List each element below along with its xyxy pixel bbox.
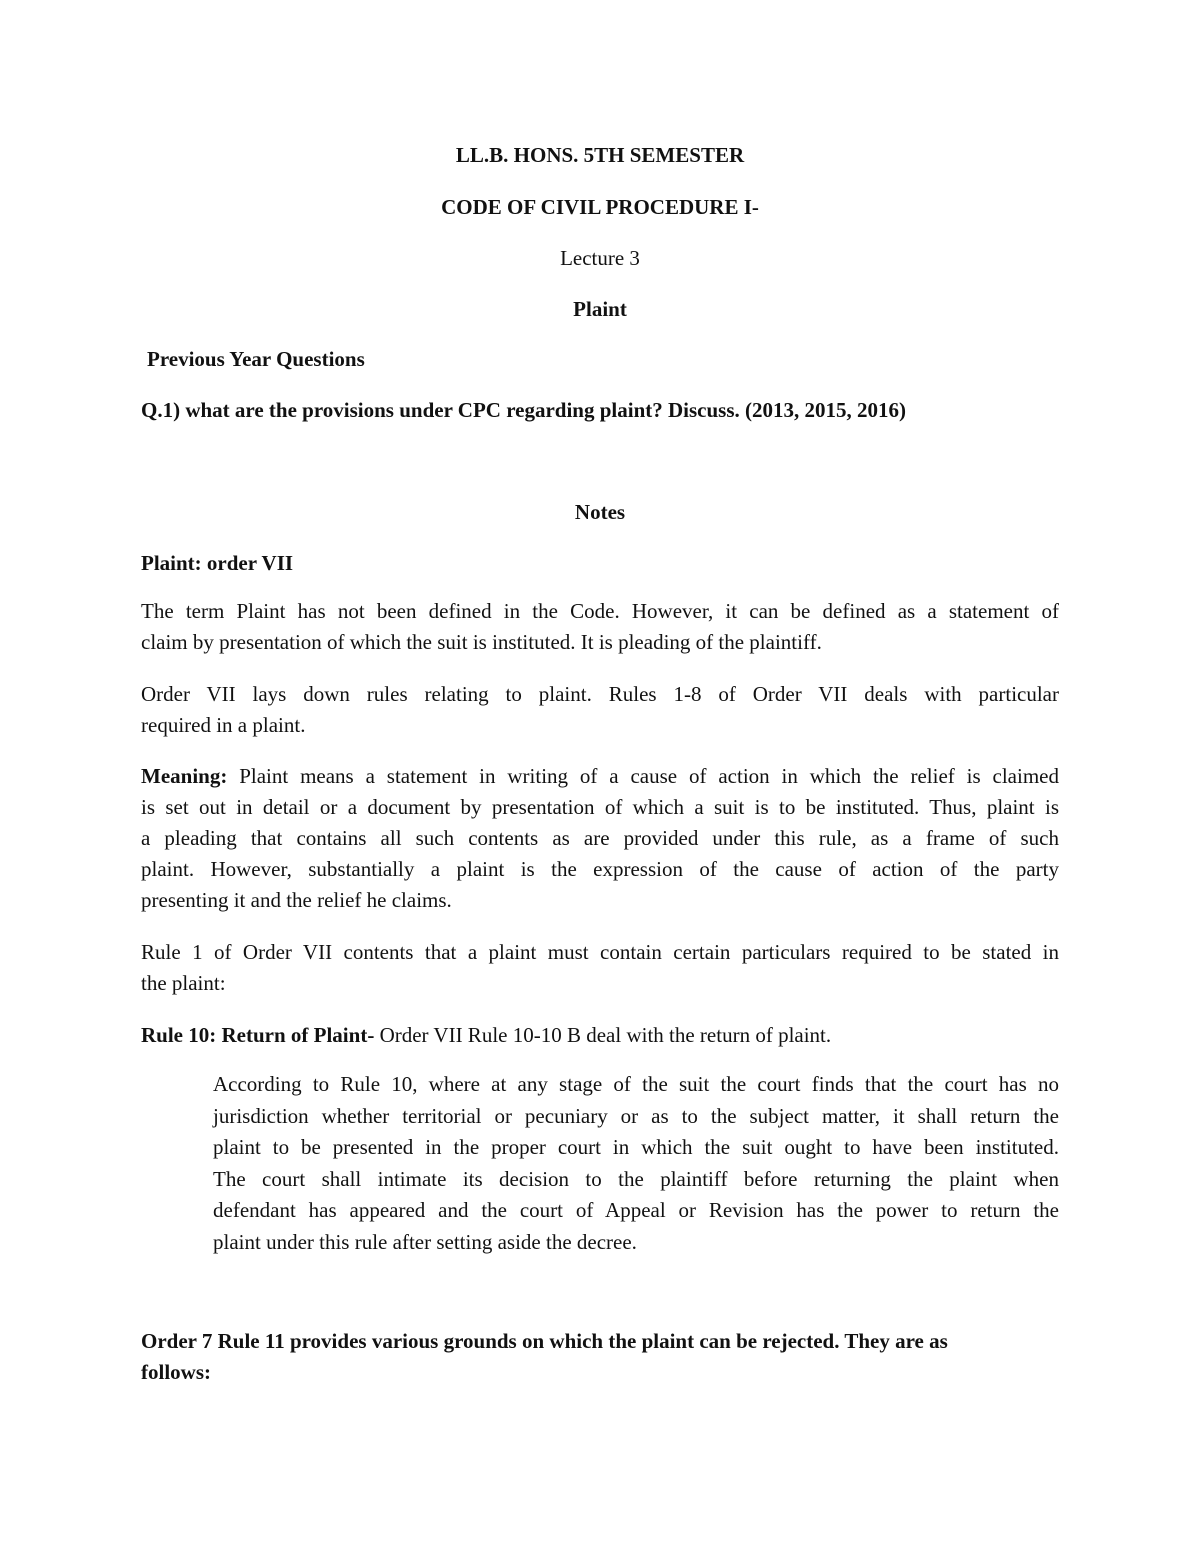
previous-year-questions-heading: Previous Year Questions	[147, 347, 365, 371]
text-line: plaint to be presented in the proper court in which the suit ought to have been instituted.	[213, 1135, 1059, 1160]
rule-10-detail-paragraph	[213, 1069, 1059, 1259]
text-line: presenting it and the relief he claims.	[141, 888, 452, 912]
plaint-heading: Plaint: order VII	[141, 551, 294, 575]
text-line: According to Rule 10, where at any stage of the suit the court finds that the court has no	[213, 1072, 1059, 1096]
text-line: a pleading that contains all such contents as are provided under this rule, as a frame of such	[141, 826, 1059, 850]
text-line: The term Plaint has not been defined in the Code. However, it can be defined as a statement of	[141, 599, 1059, 623]
rule-10-paragraph	[141, 1020, 1059, 1051]
text-line: is set out in detail or a document by presentation of which a suit is to be instituted. Thus, plaint is	[141, 795, 1059, 819]
question-1: Q.1) what are the provisions under CPC regarding plaint? Discuss. (2013, 2015, 2016)	[141, 398, 906, 422]
text-line: plaint. However, substantially a plaint is the expression of the cause of action of the party	[141, 857, 1059, 881]
topic-title: Plaint	[573, 297, 627, 321]
text-line: The court shall intimate its decision to the plaintiff before returning the plaint when	[213, 1166, 1059, 1191]
text-line: Rule 1 of Order VII contents that a plaint must contain certain particulars required to be stated in	[141, 940, 1059, 964]
meaning-paragraph	[141, 761, 1059, 916]
meaning-label: Meaning:	[141, 764, 228, 788]
order-vii-paragraph	[141, 679, 1059, 741]
text-line	[141, 761, 1059, 792]
rule-11-heading	[141, 1326, 1059, 1388]
rule-10-text: Order VII Rule 10-10 B deal with the return of plaint.	[374, 1023, 832, 1047]
text-line: follows:	[141, 1360, 211, 1384]
text-line: Order VII lays down rules relating to plaint. Rules 1-8 of Order VII deals with particular	[141, 682, 1059, 706]
notes-heading: Notes	[574, 500, 626, 524]
text-line	[141, 1020, 1059, 1051]
text-line: required in a plaint.	[141, 713, 306, 737]
text-line: claim by presentation of which the suit is instituted. It is pleading of the plaintiff.	[141, 630, 822, 654]
course-title: LL.B. HONS. 5TH SEMESTER	[455, 143, 745, 167]
lecture-number: Lecture 3	[560, 246, 640, 270]
text-line: Order 7 Rule 11 provides various grounds on which the plaint can be rejected. They are as	[141, 1329, 948, 1353]
text-line: jurisdiction whether territorial or pecuniary or as to the subject matter, it shall return the	[213, 1103, 1059, 1128]
subject-title: CODE OF CIVIL PROCEDURE I-	[441, 195, 759, 219]
rule-1-paragraph	[141, 937, 1059, 999]
definition-paragraph	[141, 596, 1059, 658]
rule-10-label: Rule 10: Return of Plaint-	[141, 1023, 375, 1047]
text-line: defendant has appeared and the court of Appeal or Revision has the power to return the	[213, 1198, 1059, 1223]
text-line: plaint under this rule after setting aside the decree.	[213, 1229, 637, 1254]
meaning-text: Plaint means a statement in writing of a cause of action in which the relief is claimed	[227, 764, 1059, 788]
text-line: the plaint:	[141, 971, 226, 995]
